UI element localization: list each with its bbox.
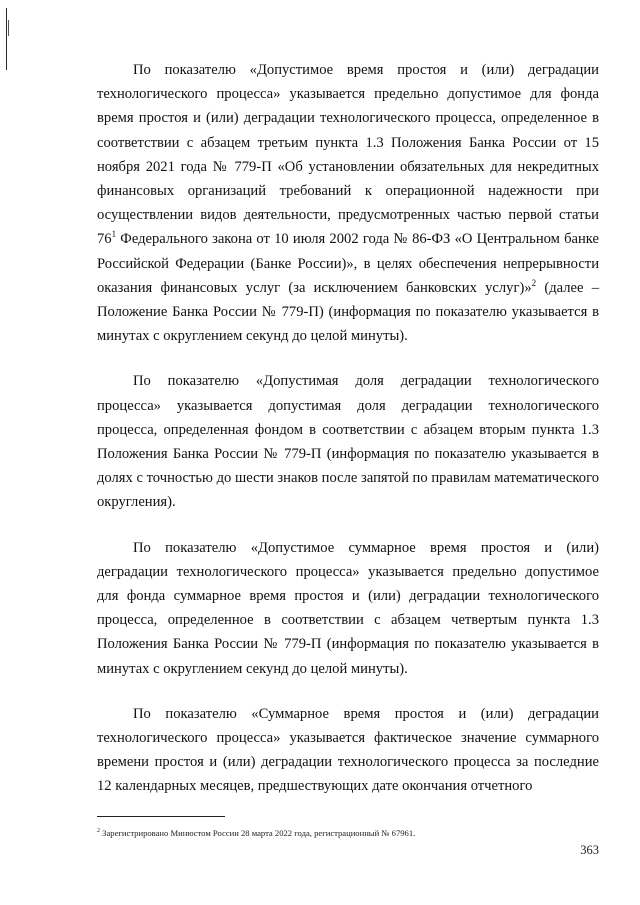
scan-edge-mark-secondary [8, 20, 9, 36]
footnote-ref-2: 2 [531, 277, 537, 288]
paragraph-3: По показателю «Допустимое суммарное время простоя и (или) деградации технологического процесса» указывается предельно допустимое для фонда суммарное время простоя и (или) деградации технологического процесса, определенное в соответствии с абзацем четвертым пункта 1.3 Положения Банка России № 779-П (информация по показателю указывается в минутах с округлением секунд до целой минуты). [97, 539, 599, 677]
paragraph-1-text-middle: Федерального закона от 10 июля 2002 года № 86-ФЗ «О Центральном банке Российской Федерации (Банке России)», в целях обеспечения непрерывности оказания финансовых услуг (за исключением банковских услуг)» [97, 231, 599, 296]
footnote-divider [97, 816, 225, 817]
footnote-text: Зарегистрировано Минюстом России 28 марта 2022 года, регистрационный № 67961. [100, 828, 416, 838]
paragraph-2: По показателю «Допустимая доля деградации технологического процесса» указывается допустимая доля деградации технологического процесса, определенная фондом в соответствии с абзацем вторым пункта 1.3 Положения Банка России № 779-П (информация по показателю указывается в долях с точностью до шести знаков после запятой по правилам математического округления). [97, 373, 599, 511]
paragraph-1 [97, 58, 599, 348]
footnote [97, 827, 599, 839]
paragraph-1-text-before: По показателю «Допустимое время простоя и (или) деградации технологического процесса» указывается предельно допустимое для фонда время простоя и (или) деградации технологического процесса, определенное в соответствии с абзацем третьим пункта 1.3 Положения Банка России от 15 ноября 2021 года № 779-П «Об установлении обязательных для некредитных финансовых организаций требований к операционной надежности при осуществлении видов деятельности, предусмотренных частью первой статьи 76 [97, 62, 599, 248]
superscript-1: 1 [111, 229, 117, 240]
scan-edge-mark [6, 8, 7, 70]
page-number: 363 [580, 843, 599, 857]
footnote-marker: 2 [97, 828, 100, 834]
document-body [97, 58, 599, 799]
paragraph-1-text-after: (далее – Положение Банка России № 779-П) (информация по показателю указывается в минутах с округлением секунд до целой минуты). [97, 279, 599, 345]
paragraph-4: По показателю «Суммарное время простоя и (или) деградации технологического процесса» указывается фактическое значение суммарного времени простоя и (или) деградации технологического процесса за последние 12 календарных месяцев, предшествующих дате окончания отчетного [97, 705, 599, 795]
